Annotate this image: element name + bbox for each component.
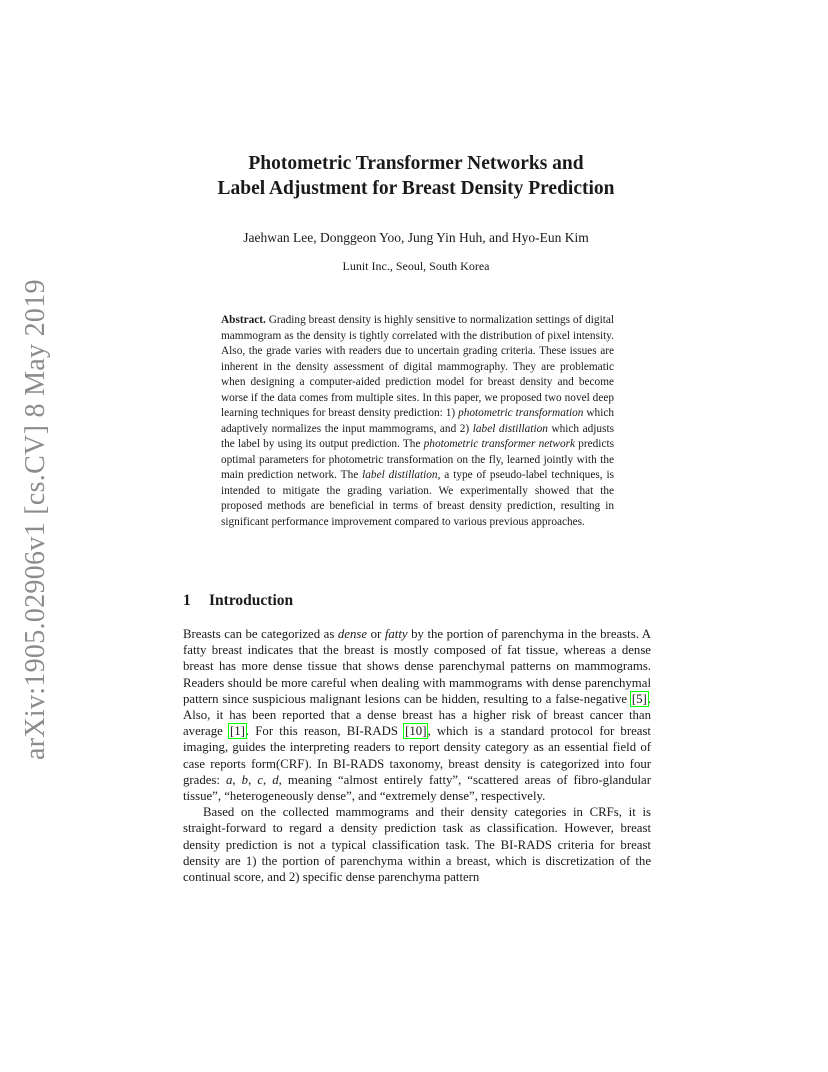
body-text: Breasts can be categorized as xyxy=(183,627,338,641)
abstract-emphasis: photometric transformer network xyxy=(423,438,576,450)
body-emphasis: dense xyxy=(337,627,368,641)
abstract xyxy=(221,313,614,530)
body-emphasis: fatty xyxy=(384,627,408,641)
title-line-1: Photometric Transformer Networks and xyxy=(248,153,584,174)
grade-label: a xyxy=(226,772,233,787)
paragraph-1 xyxy=(183,626,651,804)
section-title: Introduction xyxy=(209,592,294,609)
separator: , xyxy=(248,772,258,787)
section-number: 1 xyxy=(183,592,191,609)
section-heading-introduction xyxy=(183,591,293,611)
grade-label: b xyxy=(241,772,249,787)
citation-link[interactable]: [5] xyxy=(631,691,647,706)
abstract-text: which adaptively normalizes the input mammograms, and 2) xyxy=(221,407,614,435)
abstract-text: which adjusts the label by using its output prediction. The xyxy=(221,422,615,450)
title-line-2: Label Adjustment for Breast Density Prediction xyxy=(217,178,615,199)
abstract-text: predicts optimal parameters for photometric transformation on the fly, learned jointly with the main prediction network. The xyxy=(221,438,614,481)
abstract-text: , a type of pseudo-label techniques, is intended to mitigate the grading variation. We experimentally showed that the proposed methods are beneficial in terms of breast density prediction, resulting in significant performance improvement compared to various previous approaches. xyxy=(221,469,614,528)
body-text: , which is a standard protocol for breast imaging, guides the interpreting readers to report density category as an essential field of case reports form(CRF). In BI-RADS taxonomy, breast density is categorized into four grades: xyxy=(183,724,651,787)
introduction-body xyxy=(183,626,651,885)
paper-title xyxy=(150,151,682,201)
abstract-emphasis: photometric transformation xyxy=(458,407,584,419)
arxiv-identifier-stamp: arXiv:1905.02906v1 [cs.CV] 8 May 2019 xyxy=(20,279,51,760)
body-text: by the portion of parenchyma in the breasts. A fatty breast indicates that the breast is mostly composed of fat tissue, whereas a dense breast has more dense tissue that shows dense parenchymal patterns on mammograms. Readers should be more careful when dealing with mammograms with dense parenchymal pattern since suspicious malignant lesions can be hidden, resulting to a false-negative xyxy=(183,627,651,706)
grade-label: d xyxy=(272,772,279,787)
body-text: . For this reason, BI-RADS xyxy=(245,724,405,739)
body-text: . Also, it has been reported that a dense breast has a higher risk of breast cancer than average xyxy=(183,691,651,739)
affiliation: Lunit Inc., Seoul, South Korea xyxy=(342,259,490,273)
paragraph-2: Based on the collected mammograms and their density categories in CRFs, it is straight-forward to regard a density prediction task as classification. However, breast density prediction is not a typical classification task. The BI-RADS criteria for breast density are 1) the portion of parenchyma within a breast, which is discretization of the continual score, and 2) specific dense parenchyma pattern xyxy=(183,805,651,885)
body-text: or xyxy=(367,627,385,641)
body-text: , meaning “almost entirely fatty”, “scattered areas of fibro-glandular tissue”, “heterogeneously dense”, and “extremely dense”, respectively. xyxy=(183,772,652,804)
abstract-label: Abstract. xyxy=(221,314,266,326)
citation-link[interactable]: [10] xyxy=(405,724,427,739)
separator: , xyxy=(232,772,242,787)
abstract-emphasis: label distillation xyxy=(472,422,548,435)
abstract-emphasis: label distillation xyxy=(362,469,438,481)
abstract-text: Grading breast density is highly sensitive to normalization settings of digital mammogram as the density is tightly correlated with the distribution of pixel intensity. Also, the grade varies with readers due to uncertain grading criteria. These issues are inherent in the density assessment of digital mammography. They are problematic when designing a computer-aided prediction model for breast density and become worse if the data comes from multiple sites. In this paper, we proposed two novel deep learning techniques for breast density prediction: 1) xyxy=(221,314,614,419)
citation-link[interactable]: [1] xyxy=(229,724,245,739)
separator: , xyxy=(263,772,273,787)
grade-label: c xyxy=(257,772,263,787)
author-list: Jaehwan Lee, Donggeon Yoo, Jung Yin Huh, and Hyo-Eun Kim xyxy=(243,230,589,245)
